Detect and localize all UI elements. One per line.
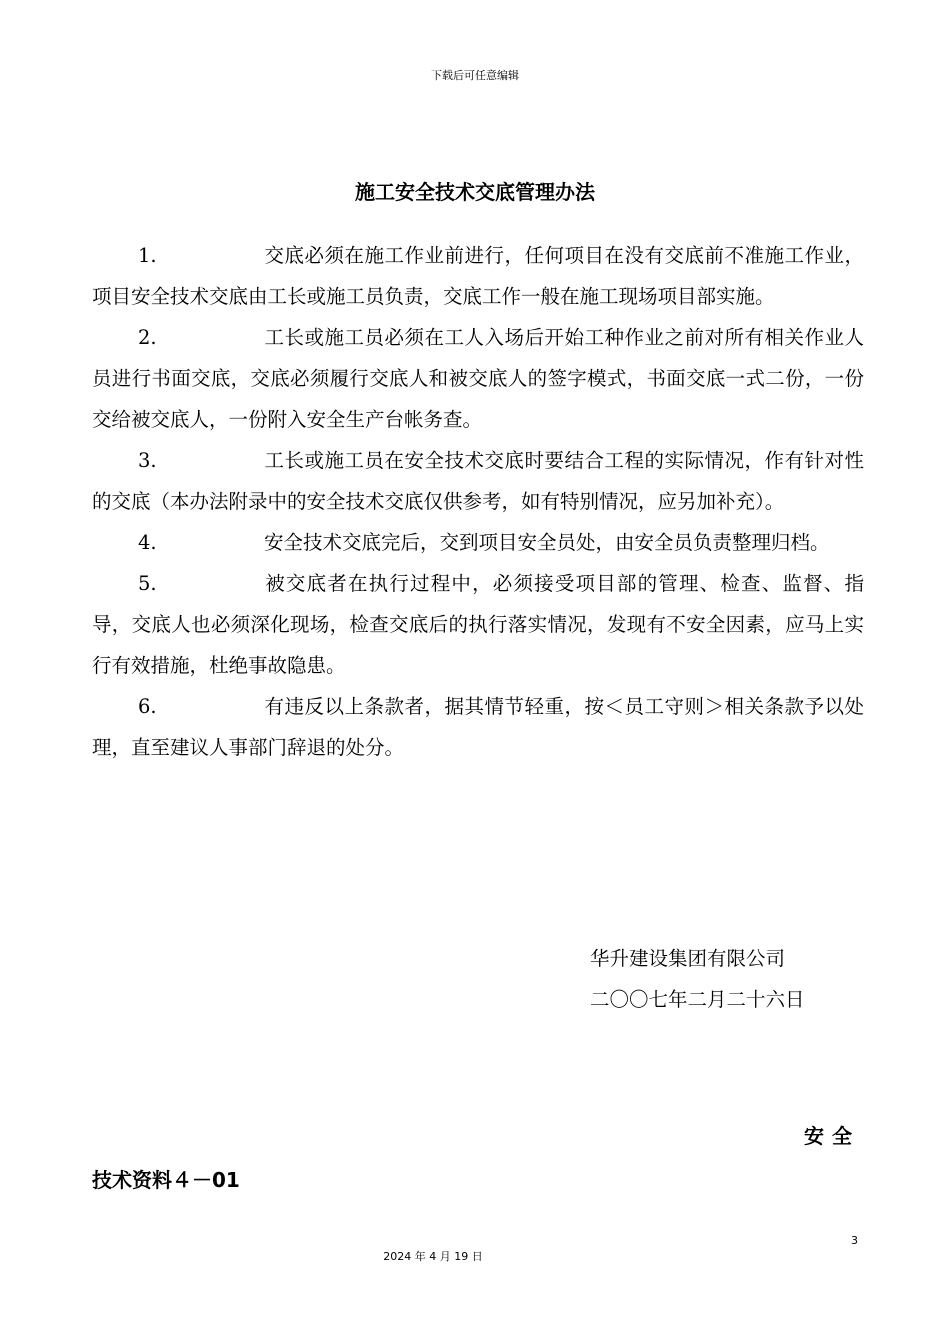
clause-item — [92, 235, 864, 317]
clause-item — [92, 522, 864, 563]
section-label-right: 安全 — [804, 1124, 860, 1148]
document-title: 施工安全技术交底管理办法 — [355, 180, 595, 204]
signature-company: 华升建设集团有限公司 — [590, 947, 786, 970]
signature-date: 二〇〇七年二月二十六日 — [590, 988, 805, 1011]
clause-item — [92, 317, 864, 440]
clause-number: 3. — [138, 449, 157, 472]
clause-item — [92, 440, 864, 522]
clause-number: 6. — [138, 695, 157, 718]
clause-number: 4. — [138, 531, 157, 554]
section-label-left: 技术资料４－01 — [92, 1168, 240, 1192]
clause-number: 5. — [138, 572, 157, 595]
clause-item — [92, 686, 864, 768]
clause-text: 有违反以上条款者，据其情节轻重，按＜员工守则＞相关条款予以处理，直至建议人事部门辞退的处分。 — [92, 695, 864, 759]
header-note: 下载后可任意编辑 — [431, 69, 519, 82]
page-number: 3 — [851, 1234, 858, 1247]
clause-number: 1. — [138, 244, 157, 267]
clause-list — [92, 235, 864, 768]
signature-block — [590, 938, 805, 1020]
clause-text: 安全技术交底完后，交到项目安全员处，由安全员负责整理归档。 — [264, 531, 830, 554]
footer-date: 2024 年 4 月 19 日 — [383, 1250, 483, 1263]
clause-text: 工长或施工员必须在工人入场后开始工种作业之前对所有相关作业人员进行书面交底，交底必须履行交底人和被交底人的签字模式，书面交底一式二份，一份交给被交底人，一份附入安全生产台帐务查。 — [92, 326, 864, 431]
clause-number: 2. — [138, 326, 157, 349]
clause-text: 交底必须在施工作业前进行，任何项目在没有交底前不准施工作业，项目安全技术交底由工长或施工员负责，交底工作一般在施工现场项目部实施。 — [92, 244, 864, 308]
clause-item — [92, 563, 864, 686]
clause-text: 工长或施工员在安全技术交底时要结合工程的实际情况，作有针对性的交底（本办法附录中的安全技术交底仅供参考，如有特别情况，应另加补充）。 — [92, 449, 864, 513]
clause-text: 被交底者在执行过程中，必须接受项目部的管理、检查、监督、指导，交底人也必须深化现场，检查交底后的执行落实情况，发现有不安全因素，应马上实行有效措施，杜绝事故隐患。 — [92, 572, 864, 677]
